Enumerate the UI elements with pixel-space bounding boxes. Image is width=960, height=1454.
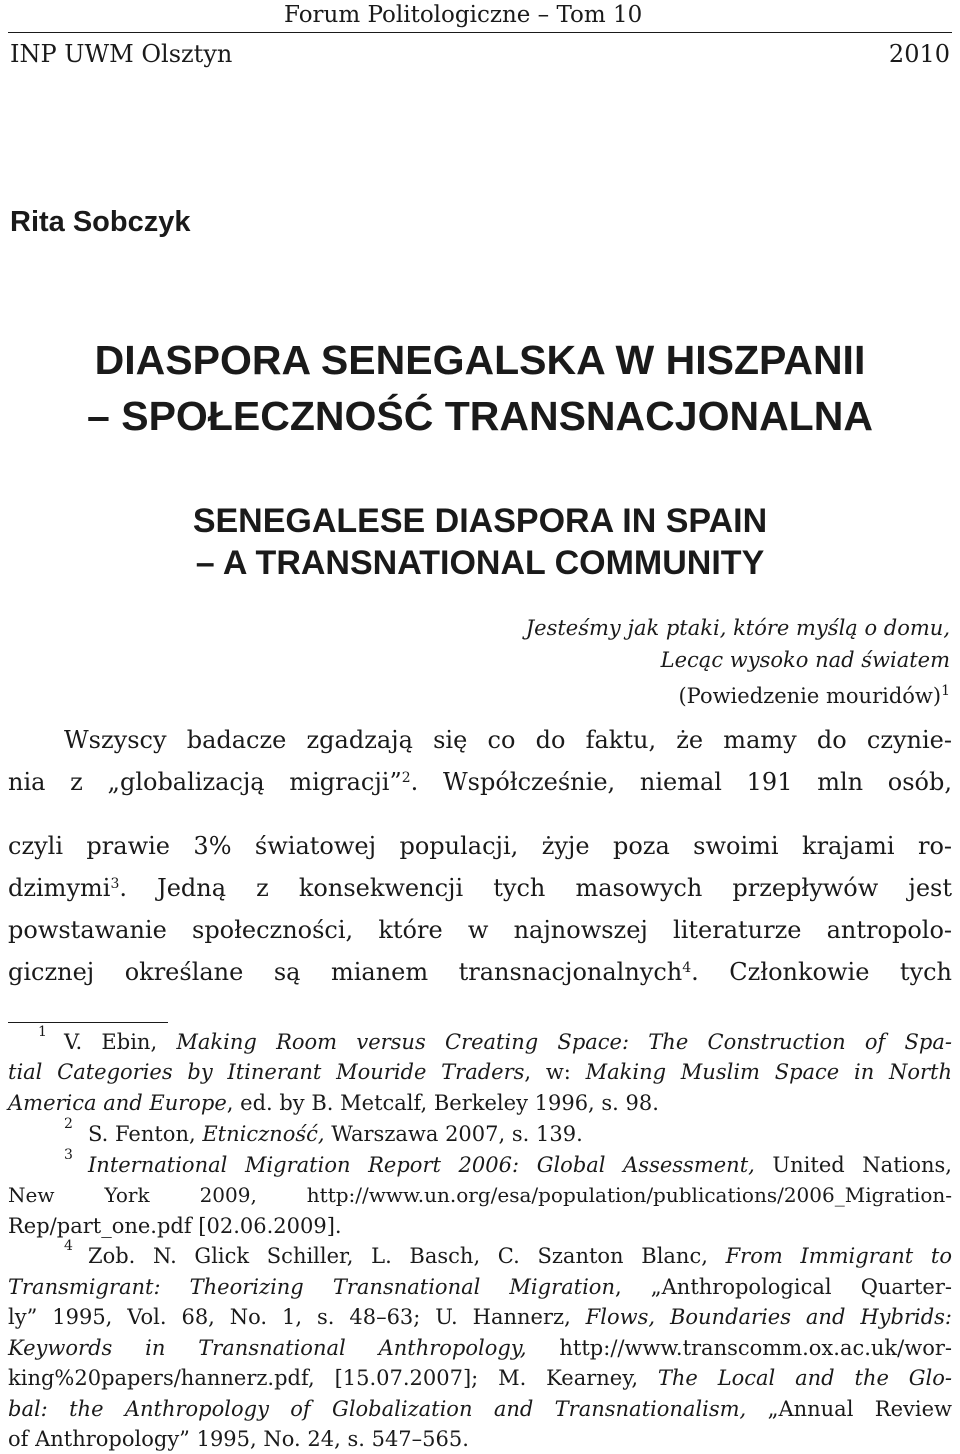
- epigraph-line-2: Lecąc wysoko nad światem: [660, 648, 950, 672]
- body-line-4: [8, 876, 952, 900]
- body-line-6: [8, 960, 952, 984]
- footnote-4-line-2: [8, 1277, 952, 1298]
- footnote-text: S. Fenton,: [88, 1122, 203, 1146]
- footnote-4-line-7: of Anthropology” 1995, No. 24, s. 547–565.: [8, 1427, 469, 1451]
- footnote-title: Flows, Boundaries and Hybrids:: [585, 1305, 952, 1329]
- footnote-title: bal: the Anthropology of Globalization and Transnationalism,: [8, 1397, 747, 1421]
- footnote-title: Keywords in Transnational Anthropology,: [8, 1336, 527, 1360]
- footnote-4-line-6: [8, 1399, 952, 1420]
- footnote-1-line-2: [8, 1062, 952, 1083]
- footnote-title: Making Room versus Creating Space: The Construction of Spa-: [176, 1030, 952, 1054]
- footnote-text: „Annual Review: [746, 1397, 952, 1421]
- body-text: dzimymi: [8, 874, 111, 902]
- author-name: Rita Sobczyk: [10, 206, 191, 238]
- footnote-1-line-3: [8, 1093, 952, 1114]
- footnote-title: From Immigrant to: [725, 1244, 952, 1268]
- footnote-text: V. Ebin,: [64, 1030, 177, 1054]
- footnote-3-line-2: New York 2009, http://www.un.org/esa/population/publications/2006_Migration-: [8, 1183, 952, 1207]
- body-line-5: powstawanie społeczności, które w najnowszej literaturze antropolo-: [8, 916, 952, 944]
- footnote-text: , ed. by B. Metcalf, Berkeley 1996, s. 98.: [226, 1091, 659, 1115]
- footnote-title: Transmigrant: Theorizing Transnational Migration: [8, 1275, 615, 1299]
- header-rule: [8, 32, 952, 33]
- footnote-text: http://www.transcomm.ox.ac.uk/wor-: [526, 1336, 952, 1360]
- publisher: INP UWM Olsztyn: [10, 40, 233, 68]
- body-text: gicznej określane są mianem transnacjonalnych: [8, 958, 683, 986]
- publication-year: 2010: [888, 40, 950, 68]
- footnote-title: The Local and the Glo-: [657, 1366, 952, 1390]
- footnote-title: tial Categories by Itinerant Mouride Traders: [8, 1060, 525, 1084]
- body-line-2: [8, 770, 952, 794]
- footnote-1-line-1: 1 V. Ebin, Making Room versus Creating Space: The Construction of Spa-: [38, 1024, 952, 1054]
- footnote-text: Warszawa 2007, s. 139.: [324, 1122, 583, 1146]
- footnote-ref-3[interactable]: 3: [110, 876, 120, 892]
- body-text: nia z „globalizacją migracji”: [8, 768, 402, 796]
- title-pl-line-2: – SPOŁECZNOŚĆ TRANSNACJONALNA: [87, 393, 873, 439]
- body-text: . Jedną z konsekwencji tych masowych przepływów jest: [119, 874, 952, 902]
- footnote-text: Zob. N. Glick Schiller, L. Basch, C. Szanton Blanc,: [88, 1244, 726, 1268]
- footnote-title: Making Muslim Space in North: [585, 1060, 952, 1084]
- epigraph-source: [250, 683, 950, 708]
- footnote-4-line-5: [8, 1368, 952, 1389]
- footnote-text: United Nations,: [754, 1153, 952, 1177]
- footnote-ref-4[interactable]: 4: [682, 960, 692, 976]
- footnote-4-line-1: 4 Zob. N. Glick Schiller, L. Basch, C. Szanton Blanc, From Immigrant to: [64, 1238, 952, 1268]
- footnote-3-line-3: Rep/part_one.pdf [02.06.2009].: [8, 1214, 342, 1238]
- body-text: . Członkowie tych: [691, 958, 952, 986]
- footnote-ref-2[interactable]: 2: [401, 770, 411, 786]
- title-en-line-1: SENEGALESE DIASPORA IN SPAIN: [192, 502, 768, 540]
- footnote-text: , w:: [524, 1060, 586, 1084]
- footnote-text: , „Anthropological Quarter-: [614, 1275, 952, 1299]
- footnote-2: 2 S. Fenton, Etniczność, Warszawa 2007, s. 139.: [64, 1116, 583, 1146]
- footnote-4-line-3: [8, 1307, 952, 1328]
- body-text: . Współcześnie, niemal 191 mln osób,: [410, 768, 953, 796]
- body-line-3: czyli prawie 3% światowej populacji, żyje poza swoimi krajami ro-: [8, 832, 952, 860]
- footnote-3-line-1: 3 International Migration Report 2006: Global Assessment, United Nations,: [64, 1147, 952, 1177]
- footnote-title: America and Europe: [8, 1091, 227, 1115]
- footnote-separator: [8, 1022, 168, 1023]
- title-pl-line-1: DIASPORA SENEGALSKA W HISZPANII: [94, 337, 866, 383]
- epigraph-source-text: (Powiedzenie mouridów): [678, 684, 942, 708]
- footnote-text: ly” 1995, Vol. 68, No. 1, s. 48–63; U. Hannerz,: [8, 1305, 586, 1329]
- journal-title: Forum Politologiczne – Tom 10: [284, 2, 643, 28]
- footnote-title: Etniczność,: [202, 1122, 325, 1146]
- title-en-line-2: – A TRANSNATIONAL COMMUNITY: [195, 544, 765, 582]
- epigraph-line-1: Jesteśmy jak ptaki, które myślą o domu,: [525, 616, 950, 640]
- footnote-title: International Migration Report 2006: Global Assessment,: [88, 1153, 755, 1177]
- footnote-4-line-4: [8, 1338, 952, 1359]
- footnote-text: king%20papers/hannerz.pdf, [15.07.2007]; M. Kearney,: [8, 1366, 658, 1390]
- footnote-ref-1[interactable]: 1: [941, 683, 950, 699]
- body-line-1: Wszyscy badacze zgadzają się co do faktu, że mamy do czynie-: [64, 726, 952, 754]
